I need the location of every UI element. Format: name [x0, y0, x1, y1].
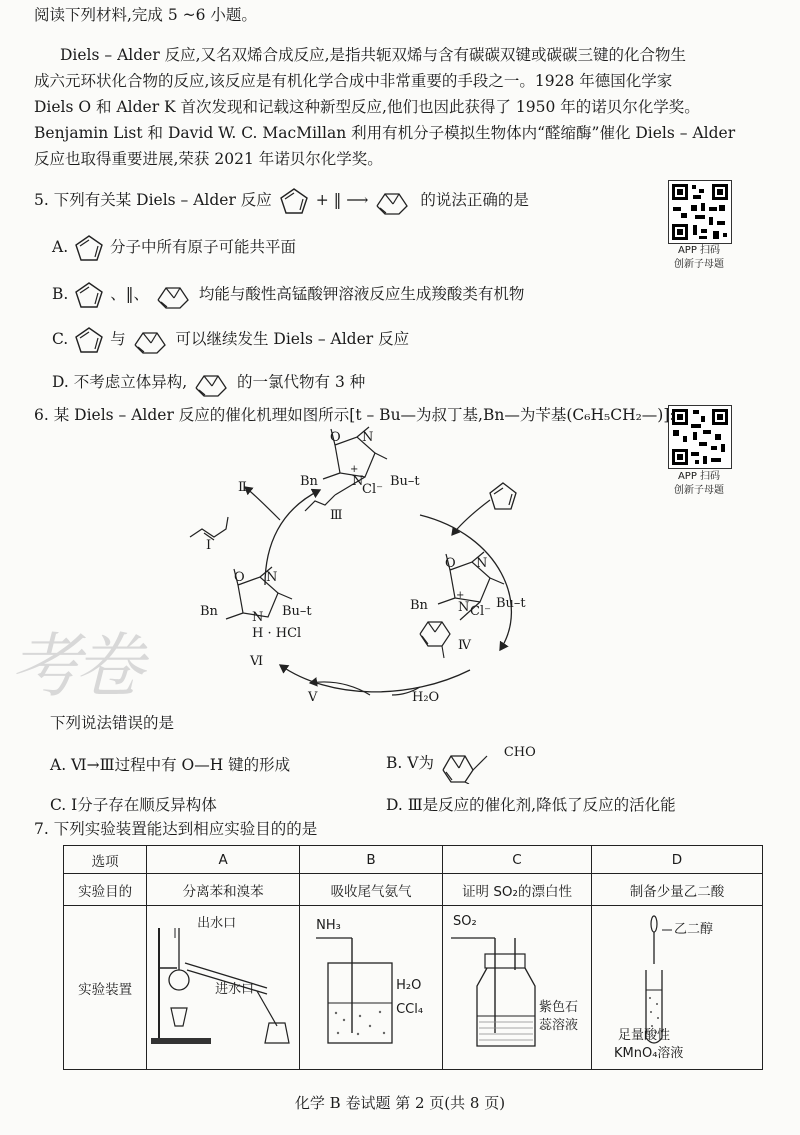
option-text: 与 — [110, 330, 126, 348]
q5-option-c[interactable] — [52, 325, 409, 355]
label-vi: Ⅵ — [250, 654, 264, 669]
question-6-sub: 下列说法错误的是 — [50, 714, 175, 732]
label-ii: Ⅱ — [238, 480, 247, 495]
option-text: 分子中所有原子可能共平面 — [110, 238, 297, 256]
option-text: 均能与酸性高锰酸钾溶液反应生成羧酸类有机物 — [198, 285, 525, 303]
ccl4-label: CCl₄ — [396, 1002, 424, 1017]
charge-plus: + — [350, 464, 359, 475]
cycle-arrow — [280, 665, 470, 692]
cyclopentadiene-icon — [277, 186, 311, 216]
cyclopentadiene-icon — [73, 326, 105, 354]
group-tbu: Bu–t — [496, 596, 526, 611]
atom-n-plus: N — [458, 600, 470, 615]
label-i: Ⅰ — [206, 538, 212, 553]
water-outlet-label: 出水口 — [197, 916, 237, 931]
qr-code-icon[interactable] — [668, 180, 732, 244]
gas-washing-bottle-icon — [443, 908, 589, 1068]
norbornene-icon — [154, 280, 194, 310]
apparatus-a — [147, 906, 300, 1070]
passage-line: Diels O 和 Alder K 首次发现和记载这种新型反应,他们也因此获得了 1950 年的诺贝尔化学奖。 — [34, 98, 700, 116]
atom-n-plus: N — [352, 474, 364, 489]
option-text: D. 不考虑立体异构, — [52, 373, 188, 391]
passage-line: Benjamin List 和 David W. C. MacMillan 利用有机分子模拟生物体内“醛缩酶”催化 Diels – Alder — [34, 124, 736, 142]
header-cell: C — [443, 846, 592, 874]
atom-o: O — [234, 570, 245, 585]
purpose-cell: 制备少量乙二酸 — [592, 874, 763, 906]
hcl-salt: H · HCl — [252, 626, 302, 641]
water-inlet-label: 进水口 — [215, 982, 255, 997]
purpose-cell: 证明 SO₂的漂白性 — [443, 874, 592, 906]
q5-option-b[interactable] — [52, 280, 524, 310]
species-iii — [305, 427, 387, 511]
atom-o: O — [330, 430, 341, 445]
release-arrow — [245, 487, 280, 520]
intro-text: 阅读下列材料,完成 5 ~6 小题。 — [34, 6, 257, 24]
q6-option-c[interactable]: C. Ⅰ分子存在顺反异构体 — [50, 796, 217, 814]
watermark: 考卷 — [10, 625, 138, 707]
atom-o: O — [445, 556, 456, 571]
litmus-label-1: 紫色石 — [539, 1000, 579, 1015]
passage-line: 成六元环状化合物的反应,该反应是有机化学合成中非常重要的手段之一。1928 年德国化学家 — [34, 72, 673, 90]
option-letter: B. — [52, 285, 69, 303]
norbornene-aldehyde-icon — [439, 744, 499, 784]
option-text: B. Ⅴ为 — [386, 754, 434, 772]
q6-option-a[interactable]: A. Ⅵ→Ⅲ过程中有 O—H 键的形成 — [50, 756, 291, 774]
group-tbu: Bu–t — [390, 474, 420, 489]
cho-group: CHO — [503, 745, 536, 760]
page-footer: 化学 B 卷试题 第 2 页(共 8 页) — [294, 1094, 506, 1112]
norbornene-icon — [192, 368, 232, 398]
chloride: Cl⁻ — [362, 482, 383, 497]
qr-code-icon[interactable] — [668, 405, 732, 469]
cyclopentadiene-icon — [73, 234, 105, 262]
passage-line: 反应也取得重要进展,荣获 2021 年诺贝尔化学奖。 — [34, 150, 383, 168]
option-text: 、‖、 — [110, 285, 149, 303]
q6-option-b[interactable] — [386, 744, 536, 784]
atom-n: N — [266, 570, 278, 585]
label-v: Ⅴ — [308, 690, 318, 705]
header-cell: 选项 — [64, 846, 147, 874]
option-letter: A. — [52, 238, 69, 256]
so2-label: SO₂ — [453, 914, 477, 929]
purpose-cell: 分离苯和溴苯 — [147, 874, 300, 906]
qr-caption: APP 扫码 — [677, 471, 721, 482]
option-letter: C. — [52, 330, 69, 348]
label-iii: Ⅲ — [330, 508, 343, 523]
q5-stem-part: 的说法正确的是 — [420, 191, 529, 209]
group-bn: Bn — [300, 474, 318, 489]
question-7-stem: 7. 下列实验装置能达到相应实验目的的是 — [34, 820, 318, 838]
option-text: 可以继续发生 Diels – Alder 反应 — [175, 330, 410, 348]
experiment-table — [63, 845, 763, 1070]
header-cell: B — [300, 846, 443, 874]
chloride: Cl⁻ — [470, 604, 491, 619]
qr-caption: 创新子母题 — [674, 485, 724, 496]
table-row — [64, 874, 763, 906]
qr-caption: APP 扫码 — [677, 245, 721, 256]
q5-reaction-arrow: + ‖ ⟶ — [315, 191, 369, 209]
norbornene-icon — [373, 186, 415, 216]
table-header-row — [64, 846, 763, 874]
nh3-label: NH₃ — [316, 918, 341, 933]
label-h2o: H₂O — [412, 690, 440, 705]
header-cell: D — [592, 846, 763, 874]
apparatus-b — [300, 906, 443, 1070]
question-5-stem — [34, 186, 529, 216]
passage-line: Diels – Alder 反应,又名双烯合成反应,是指共轭双烯与含有碳碳双键或碳碳三键的化合物生 — [60, 46, 687, 64]
label-iv: Ⅳ — [458, 638, 471, 653]
charge-plus: + — [456, 590, 465, 601]
header-cell: A — [147, 846, 300, 874]
row-label: 实验目的 — [64, 874, 147, 906]
q6-option-d[interactable]: D. Ⅲ是反应的催化剂,降低了反应的活化能 — [386, 796, 676, 814]
cyclopentadiene-icon — [73, 281, 105, 309]
row-label: 实验装置 — [64, 906, 147, 1070]
option-text: 的一氯代物有 3 种 — [237, 373, 366, 391]
ethylene-glycol-label: 乙二醇 — [674, 922, 714, 937]
cyclopentadiene-icon — [490, 483, 516, 509]
question-6-stem: 6. 某 Diels – Alder 反应的催化机理如图所示[t – Bu—为叔丁基,Bn—为苄基(C₆H₅CH₂—)]: — [34, 406, 675, 424]
atom-n: N — [476, 556, 488, 571]
water-label: H₂O — [396, 978, 422, 993]
catalytic-cycle-diagram — [170, 425, 570, 710]
kmno4-label-2: KMnO₄溶液 — [614, 1046, 684, 1061]
atom-n: N — [362, 430, 374, 445]
species-i — [190, 517, 228, 540]
group-bn: Bn — [410, 598, 428, 613]
atom-n: N — [252, 610, 264, 625]
q5-option-d[interactable] — [52, 368, 365, 398]
group-tbu: Bu–t — [282, 604, 312, 619]
purpose-cell: 吸收尾气氨气 — [300, 874, 443, 906]
litmus-label-2: 蕊溶液 — [539, 1018, 579, 1033]
q5-option-a[interactable] — [52, 234, 296, 262]
q5-stem-part: 5. 下列有关某 Diels – Alder 反应 — [34, 191, 272, 209]
group-bn: Bn — [200, 604, 218, 619]
apparatus-d — [592, 906, 763, 1070]
table-row — [64, 906, 763, 1070]
qr-caption: 创新子母题 — [674, 259, 724, 270]
norbornene-icon — [131, 325, 171, 355]
apparatus-c — [443, 906, 592, 1070]
kmno4-label-1: 足量酸性 — [618, 1028, 671, 1043]
